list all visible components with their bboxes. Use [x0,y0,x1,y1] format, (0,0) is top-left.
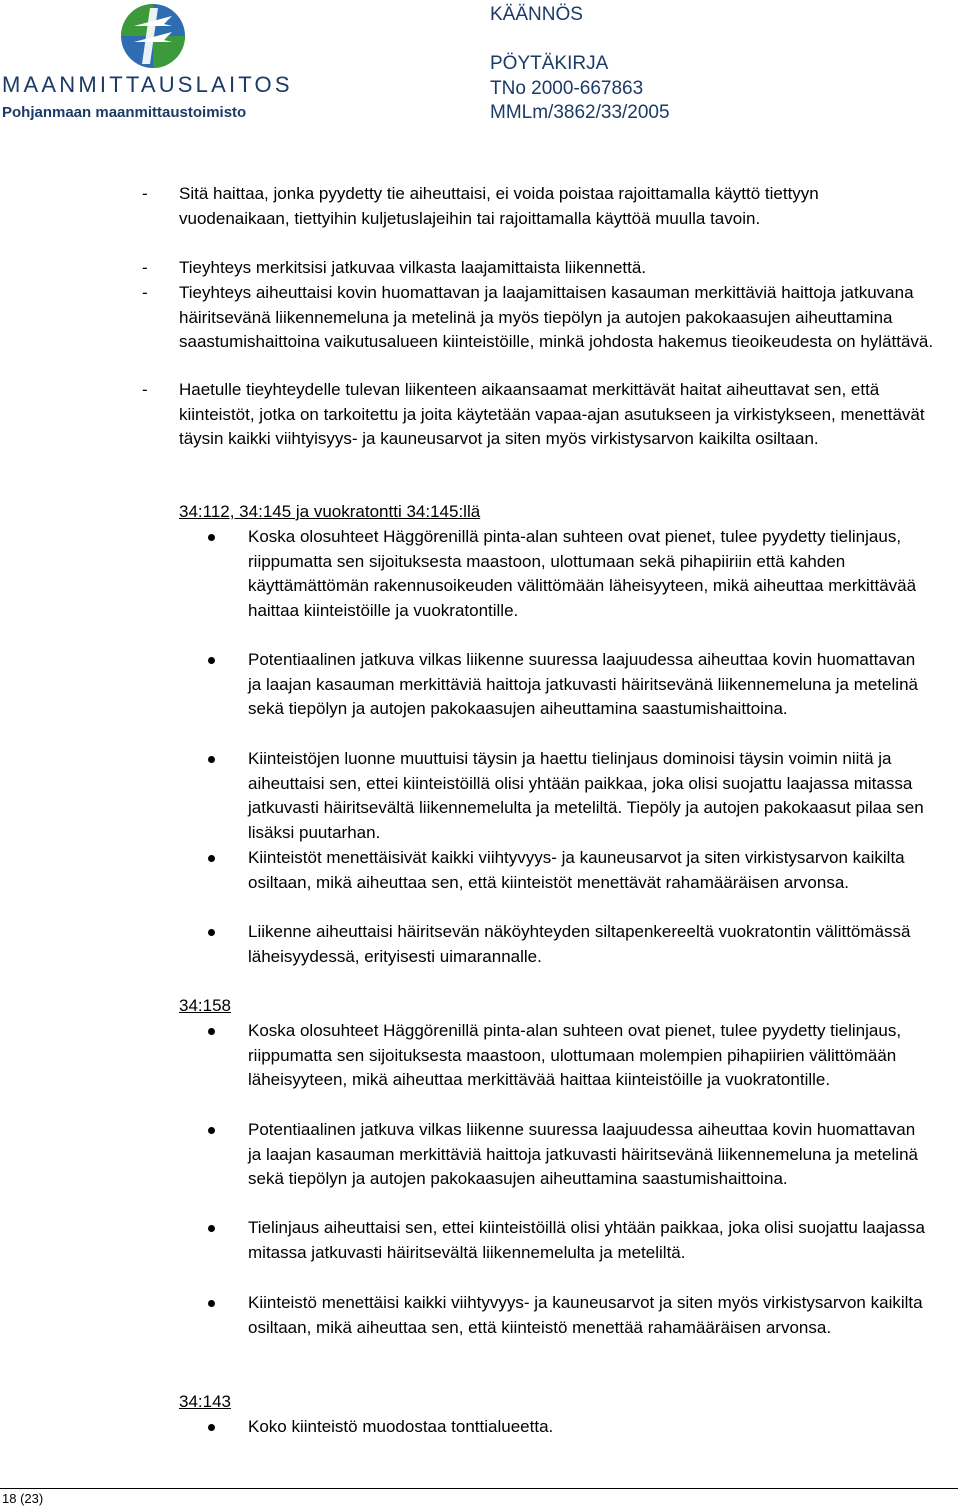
dash-marker: - [142,283,148,302]
list-item [208,1118,928,1192]
reference-number: MMLm/3862/33/2005 [490,102,670,123]
bullet-icon [208,1127,215,1134]
list-item [208,1216,928,1265]
list-item [208,525,928,623]
page-number: 18 (23) [2,1491,44,1506]
bullet-icon [208,756,215,763]
section-title: 34:158 [179,996,231,1015]
list-item-text: Kiinteistöjen luonne muuttuisi täysin ja haettu tielinjaus dominoisi täysin voimin niitä ja aiheuttaisi sen, ettei kiinteistöillä olisi yhtään paikkaa, joka olisi suojattu laajassa mitassa jatkuvasti häiritsevältä liikennemelulta ja meteliltä. Tiepöly ja autojen pakokaasut pilaa sen lisäksi puutarhan. [248,749,924,842]
bullet-icon [208,1300,215,1307]
bullet-icon [208,929,215,936]
office-name: Pohjanmaan maanmittaustoimisto [2,104,247,121]
document-kind: PÖYTÄKIRJA [490,53,609,74]
maanmittauslaitos-logo-icon [120,2,186,70]
dash-item [142,182,942,231]
document-type: KÄÄNNÖS [490,4,583,25]
bullet-icon [208,657,215,664]
dash-item-text: Tieyhteys merkitsisi jatkuvaa vilkasta laajamittaista liikennettä. [179,258,647,277]
section-title: 34:112, 34:145 ja vuokratontti 34:145:llä [179,502,481,521]
dash-item [142,378,942,452]
bullet-icon [208,1028,215,1035]
bullet-icon [208,855,215,862]
list-item-text: Koska olosuhteet Häggörenillä pinta-alan suhteen ovat pienet, tulee pyydetty tielinjaus, riippumatta sen sijoituksesta maastoon, ulottumaan sekä pihapiiriin että kahden käyttämättömän rakennusoikeuden välittömään läheisyyteen, mikä aiheuttaa merkittävää haittaa kiinteistöille ja vuokratontille. [248,527,917,620]
list-item [208,846,928,895]
list-item [208,1019,928,1093]
list-item-text: Liikenne aiheuttaisi häiritsevän näköyhteyden siltapenkereeltä vuokratontin välittömässä läheisyydessä, erityisesti uimarannalle. [248,922,911,966]
dash-item-text: Sitä haittaa, jonka pyydetty tie aiheuttaisi, ei voida poistaa rajoittamalla käyttö tiettyyn vuodenaikaan, tiettyihin kuljetuslajeihin tai rajoittamalla käyttöä muulla tavoin. [179,184,819,228]
list-item [208,920,928,969]
list-item-text: Tielinjaus aiheuttaisi sen, ettei kiinteistöillä olisi yhtään paikkaa, joka olisi suojattu laajassa mitassa jatkuvasti häiritsevältä liikennemelulta ja meteliltä. [248,1218,925,1262]
list-item-text: Koska olosuhteet Häggörenillä pinta-alan suhteen ovat pienet, tulee pyydetty tielinjaus, riippumatta sen sijoituksesta maastoon, ulottumaan molempien pihapiirien välittömään läheisyyteen, mikä aiheuttaa merkittävää haittaa kiinteistöille ja vuokratontille. [248,1021,902,1089]
list-item-text: Koko kiinteistö muodostaa tonttialueetta. [248,1417,554,1436]
bullet-icon [208,1225,215,1232]
section-title: 34:143 [179,1392,231,1411]
dash-item-text: Haetulle tieyhteydelle tulevan liikenteen aikaansaamat merkittävät haitat aiheuttavat sen, että kiinteistöt, jotka on tarkoitettu ja joita käytetään vapaa-ajan asutukseen ja virkistykseen, menettävät täysin kaikki viihtyisyys- ja kauneusarvot ja siten myös virkistysarvon kaikilta osiltaan. [179,380,925,448]
list-item-text: Kiinteistöt menettäisivät kaikki viihtyvyys- ja kauneusarvot ja siten virkistysarvon kaikilta osiltaan, mikä aiheuttaa sen, että kiinteistöt menettävät rahamääräisen arvonsa. [248,848,905,892]
dash-marker: - [142,258,148,277]
bullet-icon [208,534,215,541]
dash-marker: - [142,184,148,203]
list-item-text: Potentiaalinen jatkuva vilkas liikenne suuressa laajuudessa aiheuttaa kovin huomattavan ja laajan kasauman merkittäviä haittoja jatkuvasti häiritsevänä liikennemeluna ja metelinä sekä tiepölyn ja autojen pakokaasujen aiheuttamina saastumishaittoina. [248,650,918,718]
dash-item [142,281,942,355]
footer-divider [0,1488,958,1489]
org-name: MAANMITTAUSLAITOS [2,72,293,97]
list-item [208,747,928,845]
list-item-text: Kiinteistö menettäisi kaikki viihtyvyys- ja kauneusarvot ja siten myös virkistysarvon kaikilta osiltaan, mikä aiheuttaa sen, että kiinteistö menettää rahamääräisen arvonsa. [248,1293,923,1337]
bullet-icon [208,1424,215,1431]
list-item [208,648,928,722]
dash-marker: - [142,380,148,399]
list-item [208,1291,928,1340]
list-item-text: Potentiaalinen jatkuva vilkas liikenne suuressa laajuudessa aiheuttaa kovin huomattavan ja laajan kasauman merkittäviä haittoja jatkuvasti häiritsevänä liikennemeluna ja metelinä sekä tiepölyn ja autojen pakokaasujen aiheuttamina saastumishaittoina. [248,1120,918,1188]
dash-item-text: Tieyhteys aiheuttaisi kovin huomattavan ja laajamittaisen kasauman merkittäviä haittoja jatkuvana häiritsevänä liikennemeluna ja metelinä ja myös tiepölyn ja autojen pakokaasujen aiheuttamina saastumishaittoina vaikutusalueen kiinteistöille, minkä johdosta hakemus tieoikeudesta on hylättävä. [179,283,934,351]
tno-number: TNo 2000-667863 [490,78,644,99]
dash-item [142,256,942,281]
list-item [208,1415,928,1440]
